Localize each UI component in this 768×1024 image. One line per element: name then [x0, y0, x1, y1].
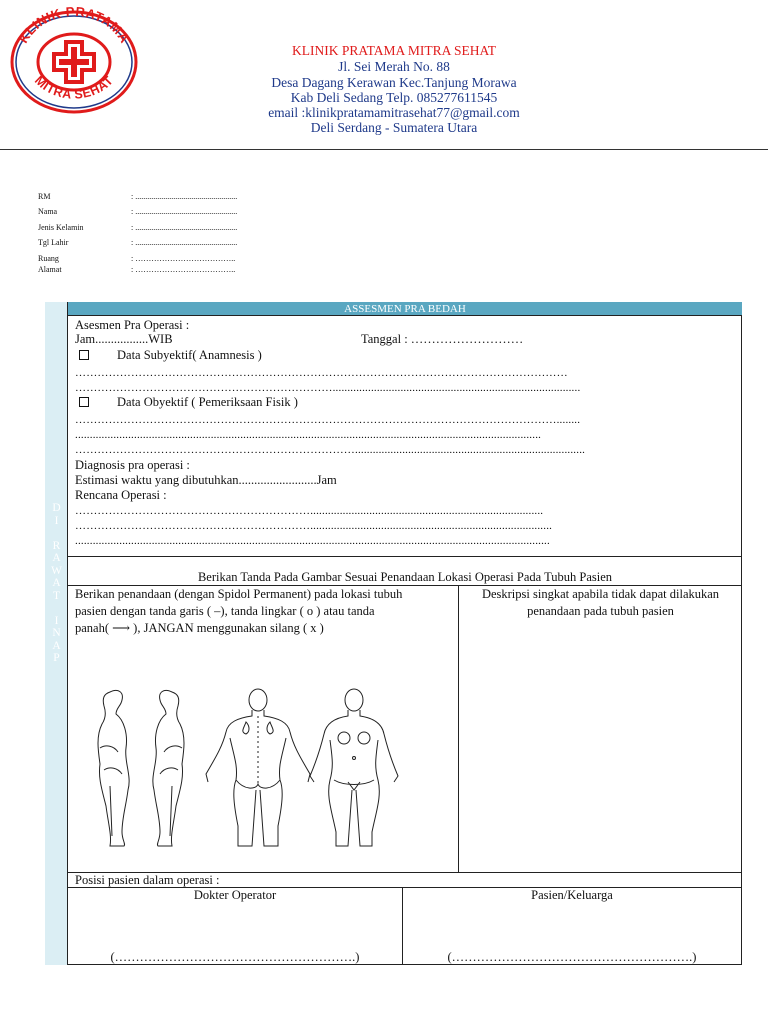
field-value-nama[interactable]: : ...................................................	[131, 207, 238, 216]
field-label-alamat: Alamat	[38, 265, 62, 274]
body-figure-side-right[interactable]	[153, 690, 184, 846]
objective-dots-3[interactable]: …………………………………………………………………..............................................................................	[75, 444, 586, 456]
field-label-jenis-kelamin: Jenis Kelamin	[38, 223, 84, 232]
field-label-ruang: Ruang	[38, 254, 59, 263]
objective-dots-2[interactable]: ..............................................................................................................................................................	[75, 429, 542, 441]
clinic-logo	[8, 6, 140, 114]
subjective-checkbox[interactable]	[79, 350, 89, 360]
objective-row	[75, 395, 298, 409]
jam-field[interactable]: Jam.................WIB	[75, 332, 173, 346]
clinic-email: email :klinikpratamamitrasehat77@gmail.com	[268, 105, 520, 120]
clinic-name: KLINIK PRATAMA MITRA SEHAT	[291, 43, 497, 58]
field-value-rm[interactable]: : ...................................................	[131, 192, 238, 201]
field-value-ruang[interactable]: : ………………………………..	[131, 254, 236, 263]
patient-signature-field[interactable]: (………………………………………………….)	[447, 950, 697, 964]
divider-marking	[68, 556, 742, 557]
section-title: ASSESMEN PRA BEDAH	[68, 302, 742, 316]
logo-text-top: KLINIK PRATAMA	[15, 6, 133, 46]
subjective-dots-2[interactable]: ……………………………………………………………....................................................................................	[75, 382, 581, 394]
clinic-address-line1: Jl. Sei Merah No. 88	[338, 59, 450, 74]
side-label: D I R A W A T I N A P	[51, 502, 62, 664]
tanggal-field[interactable]: Tanggal : ………………………	[361, 332, 524, 346]
rencana-dots-3[interactable]: .................................................................................................................................................................	[75, 535, 550, 547]
marking-instruction-3: panah( ⟶ ), JANGAN menggunakan silang ( x )	[75, 621, 324, 635]
field-label-tgl-lahir: Tgl Lahir	[38, 238, 69, 247]
doctor-operator-label: Dokter Operator	[193, 888, 277, 902]
clinic-address-line3: Kab Deli Sedang Telp. 085277611545	[290, 90, 498, 105]
objective-label: Data Obyektif ( Pemeriksaan Fisik )	[117, 395, 298, 409]
subjective-label: Data Subyektif( Anamnesis )	[117, 348, 262, 362]
field-value-tgl-lahir[interactable]: : ...................................................	[131, 238, 238, 247]
body-outlines[interactable]	[88, 686, 418, 852]
objective-checkbox[interactable]	[79, 397, 89, 407]
subjective-row	[75, 348, 262, 362]
rencana-dots-1[interactable]: ………………………………………………………...............................................................................	[75, 505, 544, 517]
doctor-signature-field[interactable]: (………………………………………………….)	[110, 950, 360, 964]
body-figure-side-left[interactable]	[98, 690, 129, 846]
description-label-2: penandaan pada tubuh pasien	[527, 604, 674, 618]
rencana-dots-2[interactable]: ………………………………………………………..................................................................................	[75, 520, 553, 532]
body-diagram[interactable]	[88, 686, 418, 852]
field-value-alamat[interactable]: : ………………………………..	[131, 265, 236, 274]
field-value-jenis-kelamin[interactable]: : ...................................................	[131, 223, 238, 232]
field-label-rm: RM	[38, 192, 51, 201]
clinic-region: Deli Serdang - Sumatera Utara	[310, 120, 478, 135]
patient-family-label: Pasien/Keluarga	[531, 888, 613, 902]
description-label-1: Deskripsi singkat apabila tidak dapat dilakukan	[481, 587, 720, 601]
marking-instruction-1: Berikan penandaan (dengan Spidol Permanent) pada lokasi tubuh	[75, 587, 403, 601]
logo-text-bottom: MITRA SEHAT	[31, 73, 117, 102]
subjective-dots-1[interactable]: ……………………………………………………………………………………………………………………	[75, 367, 568, 379]
clinic-address-line2: Desa Dagang Kerawan Kec.Tanjung Morawa	[271, 75, 517, 90]
divider-marking-body	[68, 585, 742, 586]
divider-vertical-marking	[458, 585, 459, 872]
body-figure-front[interactable]	[310, 689, 398, 846]
header-divider	[0, 149, 768, 150]
rencana-label: Rencana Operasi :	[75, 488, 167, 502]
marking-title: Berikan Tanda Pada Gambar Sesuai Penandaan Lokasi Operasi Pada Tubuh Pasien	[197, 570, 613, 584]
field-label-nama: Nama	[38, 207, 58, 216]
clinic-logo-emblem	[8, 6, 140, 114]
estimasi-field[interactable]: Estimasi waktu yang dibutuhkan.........................Jam	[75, 473, 337, 487]
marking-instruction-2: pasien dengan tanda garis ( –), tanda lingkar ( o ) atau tanda	[75, 604, 375, 618]
body-figure-back[interactable]	[206, 689, 310, 846]
posisi-label[interactable]: Posisi pasien dalam operasi :	[75, 873, 220, 887]
objective-dots-1[interactable]: …………………………………………………………………………………………………………………........	[75, 414, 581, 426]
asesmen-label: Asesmen Pra Operasi :	[75, 318, 190, 332]
diagnosis-label: Diagnosis pra operasi :	[75, 458, 190, 472]
